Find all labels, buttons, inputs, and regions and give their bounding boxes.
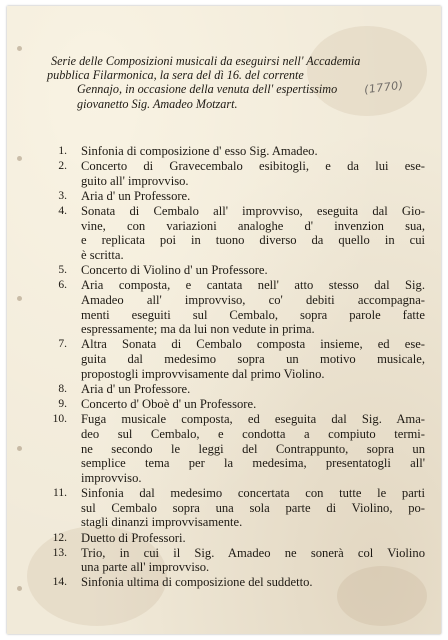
item-text-line: e replicata poi in tuono diverso da quello in cui xyxy=(81,233,425,248)
item-number: 4. xyxy=(58,204,67,217)
item-text-line: Sonata di Cembalo all' improvviso, eseguita dal Gio- xyxy=(81,203,425,218)
program-item xyxy=(25,486,425,530)
item-text-line: ne secondo le leggi del Contrappunto, sopra un xyxy=(81,441,425,456)
program-item xyxy=(25,546,425,575)
item-number: 9. xyxy=(58,398,67,411)
program-item xyxy=(25,263,425,278)
item-text-line: è scritta. xyxy=(81,248,124,263)
item-number: 6. xyxy=(58,279,67,292)
program-list xyxy=(25,144,425,591)
header-line: Serie delle Composizioni musicali da eseguirsi nell' Accademia xyxy=(51,54,361,68)
program-item xyxy=(25,382,425,397)
item-text-line: guita dal medesimo sopra un motivo musicale, xyxy=(81,352,425,367)
item-number: 13. xyxy=(52,546,67,559)
item-number: 8. xyxy=(58,382,67,395)
item-text-line: Fuga musicale composta, ed eseguita dal Sig. Ama- xyxy=(81,412,425,427)
program-item xyxy=(25,204,425,263)
binding-hole xyxy=(17,586,22,591)
item-number: 11. xyxy=(53,487,67,500)
item-text-line: Concerto di Gravecembalo esibitogli, e da lui ese- xyxy=(81,159,425,174)
header-line: giovanetto Sig. Amadeo Motzart. xyxy=(77,96,238,111)
item-number: 3. xyxy=(58,189,67,202)
item-text-line: Concerto di Violino d' un Professore. xyxy=(81,263,268,278)
document-page xyxy=(7,6,441,634)
item-text-line: semplice tema per la medesima, presentatogli all' xyxy=(81,456,425,471)
item-text-line: propostogli improvvisamente dal primo Violino. xyxy=(81,366,325,381)
binding-holes xyxy=(17,46,25,606)
item-text-line: Sinfonia dal medesimo concertata con tutte le parti xyxy=(81,486,425,501)
item-text-line: Aria d' un Professore. xyxy=(81,188,191,203)
program-item xyxy=(25,337,425,381)
program-item xyxy=(25,144,425,159)
header-line: Gennajo, in occasione della venuta dell' espertissimo xyxy=(77,82,338,97)
item-text-line: sul Cembalo sopra una sola parte di Violino, po- xyxy=(81,500,425,515)
program-item xyxy=(25,397,425,412)
program-item xyxy=(25,189,425,204)
item-text-line: deo sul Cembalo, e condotta a compiuto termi- xyxy=(81,426,425,441)
program-item xyxy=(25,575,425,590)
item-text-line: Altra Sonata di Cembalo composta insieme, ed ese- xyxy=(81,337,425,352)
header-line: pubblica Filarmonica, la sera del dì 16. del corrente xyxy=(47,68,304,83)
program-item xyxy=(25,159,425,188)
pencil-annotation: (1770) xyxy=(363,78,405,97)
document-header xyxy=(43,54,413,111)
binding-hole xyxy=(17,446,22,451)
binding-hole xyxy=(17,46,22,51)
program-item xyxy=(25,531,425,546)
item-number: 14. xyxy=(52,576,67,589)
item-text-line: Amadeo all' improvviso, co' debiti accompagna- xyxy=(81,292,425,307)
item-number: 10. xyxy=(52,413,67,426)
binding-hole xyxy=(17,156,22,161)
item-text-line: Aria d' un Professore. xyxy=(81,381,191,396)
program-item xyxy=(25,412,425,486)
item-text-line: guito all' improvviso. xyxy=(81,173,189,188)
item-number: 12. xyxy=(52,531,67,544)
item-number: 2. xyxy=(58,160,67,173)
program-item xyxy=(25,278,425,337)
item-text-line: improvviso. xyxy=(81,470,142,485)
item-text-line: una parte all' improvviso. xyxy=(81,560,210,575)
binding-hole xyxy=(17,296,22,301)
item-text-line: Duetto di Professori. xyxy=(81,530,186,545)
item-text-line: Sinfonia di composizione d' esso Sig. Amadeo. xyxy=(81,144,318,158)
item-text-line: vine, con variazioni analoghe d' invenzion sua, xyxy=(81,218,425,233)
item-number: 5. xyxy=(58,264,67,277)
item-text-line: espressamente; ma da lui non vedute in prima. xyxy=(81,322,315,337)
item-text-line: Concerto d' Oboè d' un Professore. xyxy=(81,397,257,412)
item-text-line: Aria composta, e cantata nell' atto stesso dal Sig. xyxy=(81,278,425,293)
item-text-line: menti eseguiti sul Cembalo, sopra parole fatte xyxy=(81,307,425,322)
item-text-line: stagli dinanzi improvvisamente. xyxy=(81,515,243,530)
item-text-line: Trio, in cui il Sig. Amadeo ne sonerà col Violino xyxy=(81,545,425,560)
item-number: 7. xyxy=(58,338,67,351)
item-text-line: Sinfonia ultima di composizione del suddetto. xyxy=(81,575,313,590)
item-number: 1. xyxy=(58,145,67,157)
